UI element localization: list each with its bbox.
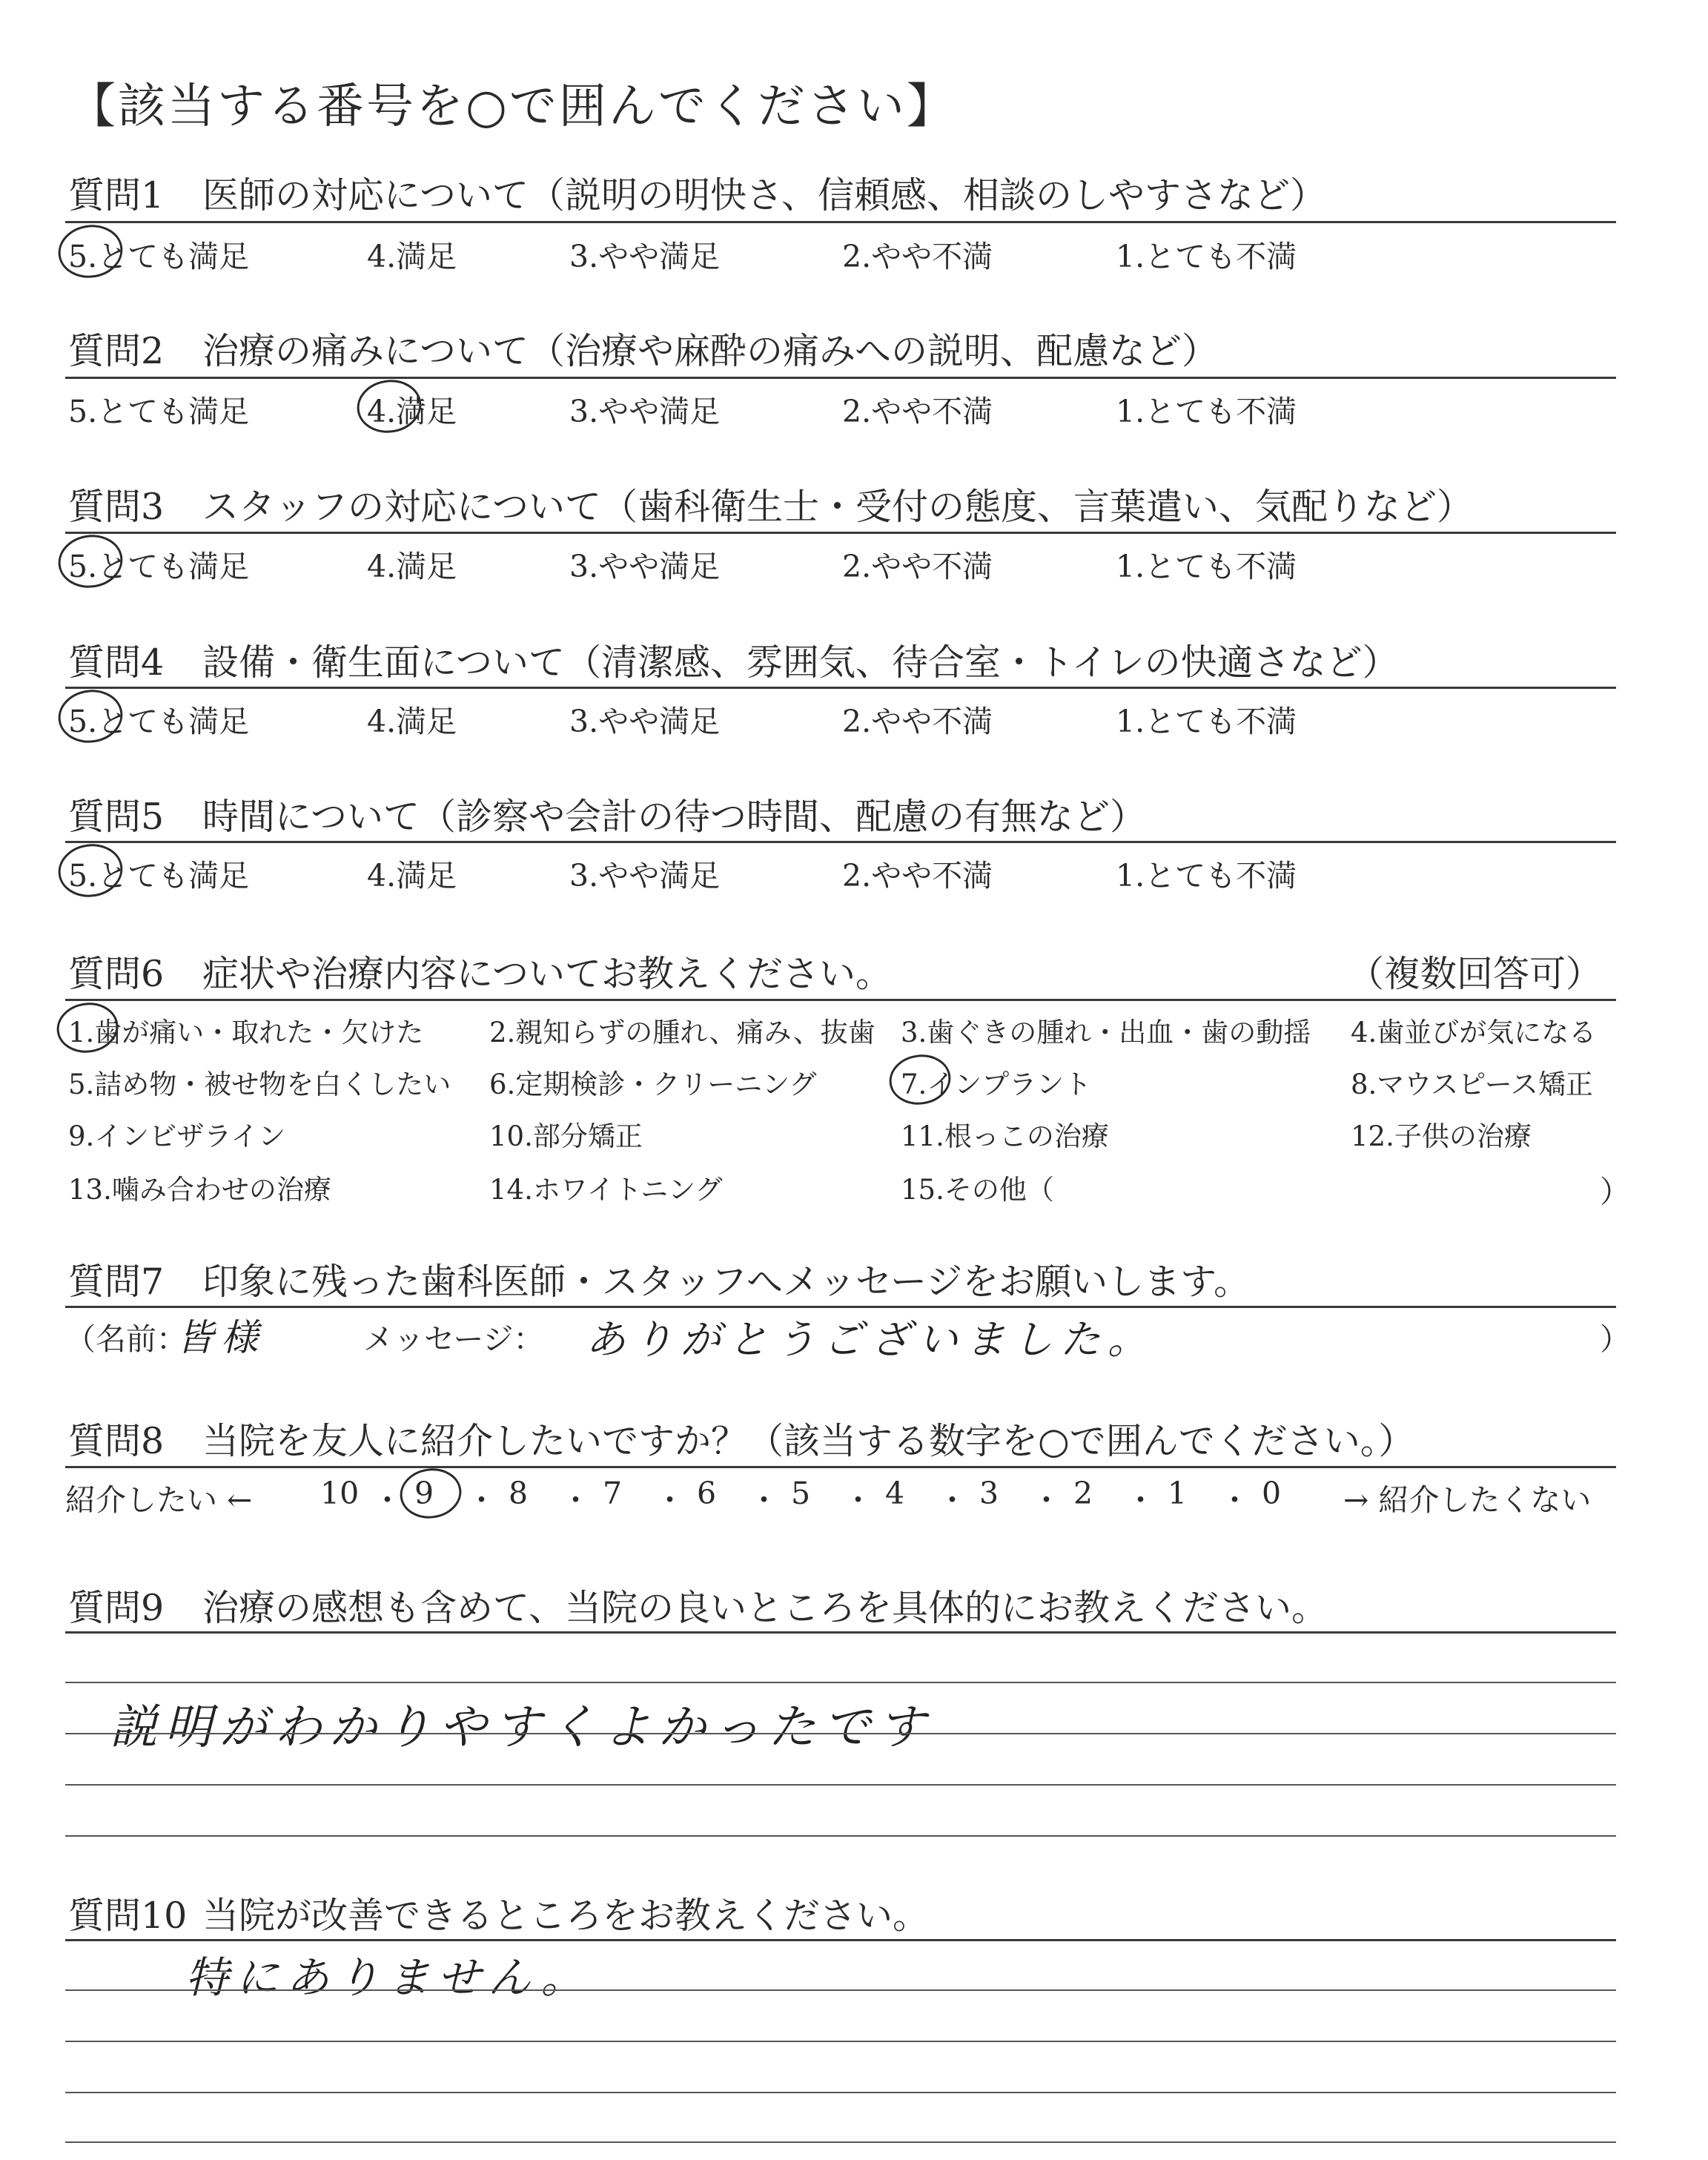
multiple-answer-note: （複数回答可）	[1348, 953, 1603, 995]
recommend-number: 7	[603, 1476, 623, 1511]
recommend-number: 9	[414, 1476, 434, 1511]
symptom-option: 7.インプラント	[901, 1069, 1092, 1100]
separator-dot: ・	[1031, 1482, 1062, 1518]
rating-option: 5.とても満足	[68, 858, 250, 894]
rating-option: 5.とても満足	[68, 394, 250, 429]
question-label: 質問4	[68, 641, 165, 684]
question-text: 医師の対応について（説明の明快さ、信頼感、相談のしやすさなど）	[202, 174, 1327, 217]
handwritten-answer: 特にありません。	[185, 1952, 592, 2003]
rating-option: 5.とても満足	[68, 704, 250, 739]
question-text: 印象に残った歯科医師・スタッフへメッセージをお願いします。	[202, 1261, 1251, 1303]
symptom-option: 3.歯ぐきの腫れ・出血・歯の動揺	[901, 1017, 1311, 1048]
separator-dot: ・	[843, 1482, 873, 1518]
separator-dot: ・	[1219, 1482, 1250, 1518]
recommend-number: 6	[697, 1476, 717, 1511]
rating-option: 3.やや満足	[569, 239, 721, 274]
question-text: 症状や治療内容についてお教えください。	[202, 953, 893, 995]
answer-line	[65, 1784, 1616, 1786]
question-label: 質問8	[68, 1420, 165, 1462]
question-label: 質問7	[68, 1261, 165, 1303]
separator-dot: ・	[655, 1482, 685, 1518]
question-label: 質問9	[68, 1587, 165, 1629]
question-label: 質問5	[68, 796, 165, 838]
underline	[65, 1466, 1616, 1468]
question-text: スタッフの対応について（歯科衛生士・受付の態度、言葉遣い、気配りなど）	[202, 486, 1474, 528]
recommend-number: 3	[979, 1476, 999, 1511]
rating-option: 4.満足	[367, 549, 457, 584]
rating-option: 3.やや満足	[569, 549, 721, 584]
rating-option: 1.とても不満	[1116, 394, 1297, 429]
message-close-paren: ）	[1600, 1321, 1630, 1357]
symptom-option: 14.ホワイトニング	[489, 1174, 723, 1206]
message-label: メッセージ：	[363, 1321, 544, 1357]
separator-dot: ・	[1125, 1482, 1156, 1518]
question-label: 質問6	[68, 953, 165, 995]
recommend-number: 2	[1073, 1476, 1093, 1511]
question-label: 質問10	[68, 1895, 188, 1937]
symptom-option: 4.歯並びが気になる	[1351, 1017, 1597, 1048]
question-text: 治療の痛みについて（治療や麻酔の痛みへの説明、配慮など）	[202, 330, 1219, 372]
question-label: 質問1	[68, 174, 165, 217]
separator-dot: ・	[937, 1482, 967, 1518]
symptom-option: 8.マウスピース矯正	[1351, 1069, 1593, 1100]
answer-line	[65, 2141, 1616, 2143]
rating-option: 3.やや満足	[569, 858, 721, 894]
recommend-number: 10	[320, 1476, 360, 1511]
question-text: 治療の感想も含めて、当院の良いところを具体的にお教えください。	[202, 1587, 1328, 1629]
symptom-option: 6.定期検診・クリーニング	[489, 1069, 817, 1100]
separator-dot: ・	[466, 1482, 497, 1518]
rating-option: 3.やや満足	[569, 394, 721, 429]
underline	[65, 532, 1616, 534]
underline	[65, 1631, 1616, 1634]
rating-option: 1.とても不満	[1116, 858, 1297, 894]
rating-option: 1.とても不満	[1116, 704, 1297, 739]
name-label: （名前：	[65, 1321, 187, 1357]
underline	[65, 999, 1616, 1001]
rating-option: 5.とても満足	[68, 549, 250, 584]
rating-option: 1.とても不満	[1116, 239, 1297, 274]
rating-option: 1.とても不満	[1116, 549, 1297, 584]
underline	[65, 221, 1616, 223]
symptom-option: 13.噛み合わせの治療	[68, 1174, 331, 1206]
recommend-number: 4	[885, 1476, 905, 1511]
symptom-option: 11.根っこの治療	[901, 1120, 1109, 1152]
rating-option: 4.満足	[367, 704, 457, 739]
symptom-option: 2.親知らずの腫れ、痛み、抜歯	[489, 1017, 875, 1048]
separator-dot: ・	[749, 1482, 779, 1518]
question-text: 当院を友人に紹介したいですか？（該当する数字を○で囲んでください。）	[202, 1420, 1415, 1462]
answer-line	[65, 1682, 1616, 1683]
recommend-right-label: → 紹介したくない	[1343, 1482, 1592, 1518]
underline	[65, 1939, 1616, 1941]
recommend-number: 0	[1262, 1476, 1282, 1511]
rating-option: 3.やや満足	[569, 704, 721, 739]
rating-option: 2.やや不満	[842, 704, 993, 739]
question-label: 質問2	[68, 330, 165, 372]
page-title: 【該当する番号を○で囲んでください】	[68, 79, 956, 134]
separator-dot: ・	[560, 1482, 591, 1518]
answer-line	[65, 1835, 1616, 1837]
answer-line	[65, 2092, 1616, 2093]
rating-option: 4.満足	[367, 858, 457, 894]
underline	[65, 841, 1616, 843]
recommend-number: 5	[791, 1476, 811, 1511]
symptom-option: 12.子供の治療	[1351, 1120, 1532, 1152]
rating-option: 4.満足	[367, 394, 457, 429]
message-value: ありがとうございました。	[586, 1316, 1155, 1363]
rating-option: 2.やや不満	[842, 858, 993, 894]
rating-option: 2.やや不満	[842, 549, 993, 584]
other-close-paren: ）	[1600, 1174, 1630, 1209]
separator-dot: ・	[372, 1482, 403, 1518]
answer-line	[65, 1733, 1616, 1734]
symptom-option: 9.インビザライン	[68, 1120, 286, 1152]
question-text: 設備・衛生面について（清潔感、雰囲気、待合室・トイレの快適さなど）	[202, 641, 1399, 684]
underline	[65, 377, 1616, 379]
rating-option: 2.やや不満	[842, 394, 993, 429]
name-value: 皆様	[176, 1316, 265, 1359]
recommend-left-label: 紹介したい ←	[65, 1482, 253, 1518]
underline	[65, 687, 1616, 689]
recommend-number: 8	[509, 1476, 529, 1511]
answer-line	[65, 2041, 1616, 2042]
symptom-option: 15.その他（	[901, 1174, 1054, 1206]
answer-line	[65, 1989, 1616, 1991]
handwritten-answer: 説明がわかりやすくよかったです	[110, 1700, 933, 1755]
question-text: 当院が改善できるところをお教えください。	[202, 1895, 930, 1937]
question-label: 質問3	[68, 486, 165, 528]
rating-option: 5.とても満足	[68, 239, 250, 274]
symptom-option: 1.歯が痛い・取れた・欠けた	[68, 1017, 424, 1048]
rating-option: 4.満足	[367, 239, 457, 274]
question-text: 時間について（診察や会計の待つ時間、配慮の有無など）	[202, 796, 1147, 838]
rating-option: 2.やや不満	[842, 239, 993, 274]
recommend-number: 1	[1168, 1476, 1188, 1511]
symptom-option: 10.部分矯正	[489, 1120, 643, 1152]
symptom-option: 5.詰め物・被せ物を白くしたい	[68, 1069, 451, 1100]
